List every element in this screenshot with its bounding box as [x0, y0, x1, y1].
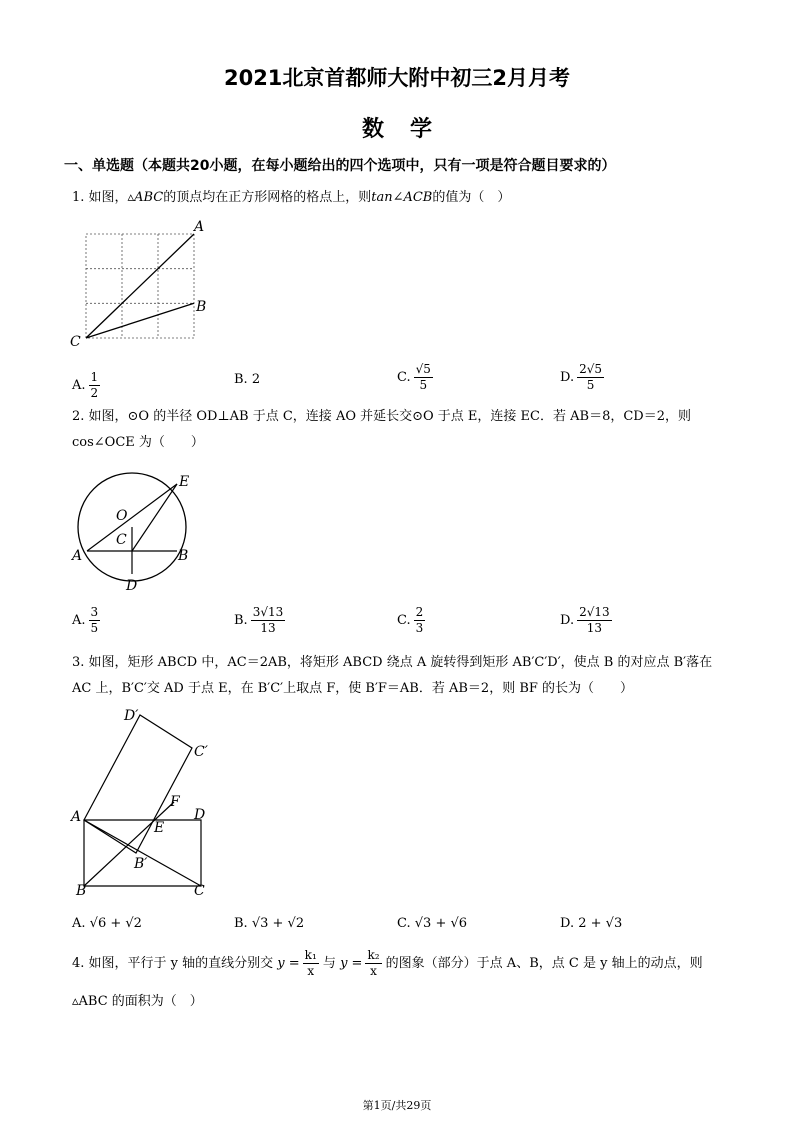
label-o: O: [116, 508, 128, 524]
q2-option-a[interactable]: A. $\frac{3}{5}$: [72, 605, 99, 635]
section-heading: 一、单选题（本题共20小题，在每小题给出的四个选项中，只有一项是符合题目要求的）: [64, 158, 616, 174]
subject-title: 数学: [361, 117, 458, 142]
q2-option-b[interactable]: B. $\frac{3√13}{13}$: [234, 605, 284, 635]
q3-option-a[interactable]: A. √6 + √2: [72, 916, 142, 931]
q3-option-d[interactable]: D. 2 + √3: [560, 916, 623, 931]
q4-stem-line1: 4. 如图，平行于 y 轴的直线分别交 y = $\frac{\text{k₁}}{x}$ 与 y = $\frac{\text{k₂}}{x}$ 的图象（部分）于点 A、B，点 C 是 y 轴上的动点，则: [72, 948, 703, 978]
rect-ab1c1d1: [84, 715, 192, 853]
q1-stem: 1. 如图，▵ABC的顶点均在正方形网格的格点上，则tan∠ACB的值为（ ）: [72, 190, 511, 205]
label-d: D: [194, 807, 206, 823]
label-f: F: [170, 794, 180, 810]
q2-circle-figure: [66, 470, 206, 595]
q1-grid-figure: [66, 218, 216, 353]
q1-option-a[interactable]: A. $\frac{1}{2}$: [72, 370, 99, 400]
q2-option-c[interactable]: C. $\frac{2}{3}$: [397, 605, 424, 635]
q3-stem: 3. 如图，矩形 ABCD 中，AC＝2AB，将矩形 ABCD 绕点 A 旋转得到矩形 AB′C′D′，使点 B 的对应点 B′落在 AC 上，B′C′交 AD 于点 E，在 B′C′上取点 F，使 B′F＝AB．若 AB＝2，则 BF 的长为（ ）: [72, 655, 713, 696]
q1-option-b[interactable]: B. 2: [234, 372, 261, 387]
diagonal-ac: [84, 820, 201, 886]
q1-option-d[interactable]: D. $\frac{2√5}{5}$: [560, 362, 603, 392]
segment-ca: [86, 234, 194, 338]
label-c-prime: C′: [194, 744, 208, 760]
q2-stem: 2. 如图，⊙O 的半径 OD⊥AB 于点 C，连接 AO 并延长交⊙O 于点 E，连接 EC．若 AB＝8，CD＝2，则 cos∠OCE 为（ ）: [72, 409, 691, 450]
label-b: B: [76, 883, 87, 898]
label-b-prime: B′: [134, 856, 148, 872]
page-footer: 第1页/共29页: [362, 1099, 432, 1112]
label-c: C: [70, 334, 81, 350]
label-a: A: [72, 548, 83, 564]
label-d: D: [126, 578, 138, 594]
segment-bf: [84, 802, 174, 886]
q2-option-d[interactable]: D. $\frac{2√13}{13}$: [560, 605, 610, 635]
label-b: B: [178, 548, 189, 564]
label-a: A: [194, 219, 205, 235]
exam-title: 2021北京首都师大附中初三2月月考: [223, 66, 571, 90]
segment-cb: [86, 303, 194, 338]
label-e: E: [179, 474, 190, 490]
label-c: C: [116, 532, 127, 548]
label-e: E: [154, 820, 165, 836]
q1-option-c[interactable]: C. $\frac{√5}{5}$: [397, 362, 431, 392]
label-a: A: [71, 809, 82, 825]
label-b: B: [196, 299, 207, 315]
segment-ce: [132, 484, 177, 551]
label-c: C: [194, 883, 205, 898]
q3-option-c[interactable]: C. √3 + √6: [397, 916, 468, 931]
q3-option-b[interactable]: B. √3 + √2: [234, 916, 305, 931]
q4-stem-line2: ▵ABC 的面积为（ ）: [72, 994, 203, 1009]
q3-rectangle-figure: [66, 706, 226, 898]
label-d-prime: D′: [124, 708, 139, 724]
